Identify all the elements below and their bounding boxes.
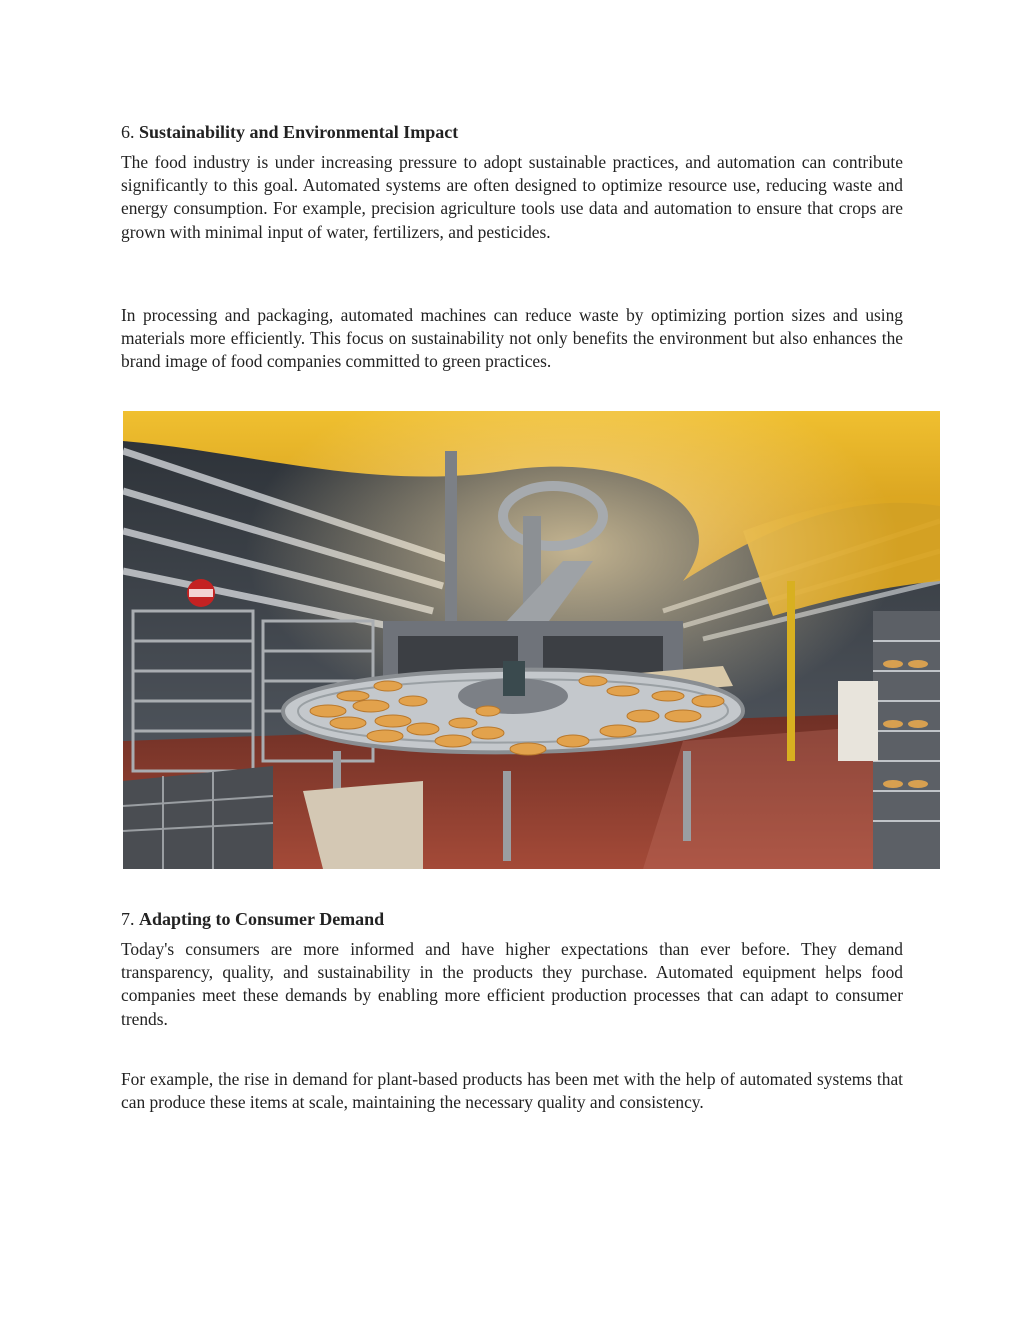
- section-6-heading: [121, 121, 458, 144]
- section-7-heading: [121, 908, 384, 931]
- section-6-paragraph-2: In processing and packaging, automated machines can reduce waste by optimizing portion sizes and using materials more efficiently. This focus on sustainability not only benefits the environment but also enhances the brand image of food companies committed to green practices.: [121, 305, 903, 372]
- section-7-number: 7.: [121, 909, 135, 929]
- section-7-title: Adapting to Consumer Demand: [139, 909, 385, 929]
- section-6-title: Sustainability and Environmental Impact: [139, 122, 459, 142]
- bakery-conveyor-photo: [123, 411, 940, 869]
- section-7-paragraph-1: Today's consumers are more informed and have higher expectations than ever before. They demand transparency, quality, and sustainability in the products they purchase. Automated equipment helps food companies meet these demands by enabling more efficient production processes that can adapt to consumer trends.: [121, 939, 903, 1029]
- section-7-paragraph-2: For example, the rise in demand for plant-based products has been met with the help of automated systems that can produce these items at scale, maintaining the necessary quality and consistency.: [121, 1069, 903, 1113]
- section-6-paragraph-1: The food industry is under increasing pressure to adopt sustainable practices, and automation can contribute significantly to this goal. Automated systems are often designed to optimize resource use, reducing waste and energy consumption. For example, precision agriculture tools use data and automation to ensure that crops are grown with minimal input of water, fertilizers, and pesticides.: [121, 152, 903, 242]
- section-6-number: 6.: [121, 122, 135, 142]
